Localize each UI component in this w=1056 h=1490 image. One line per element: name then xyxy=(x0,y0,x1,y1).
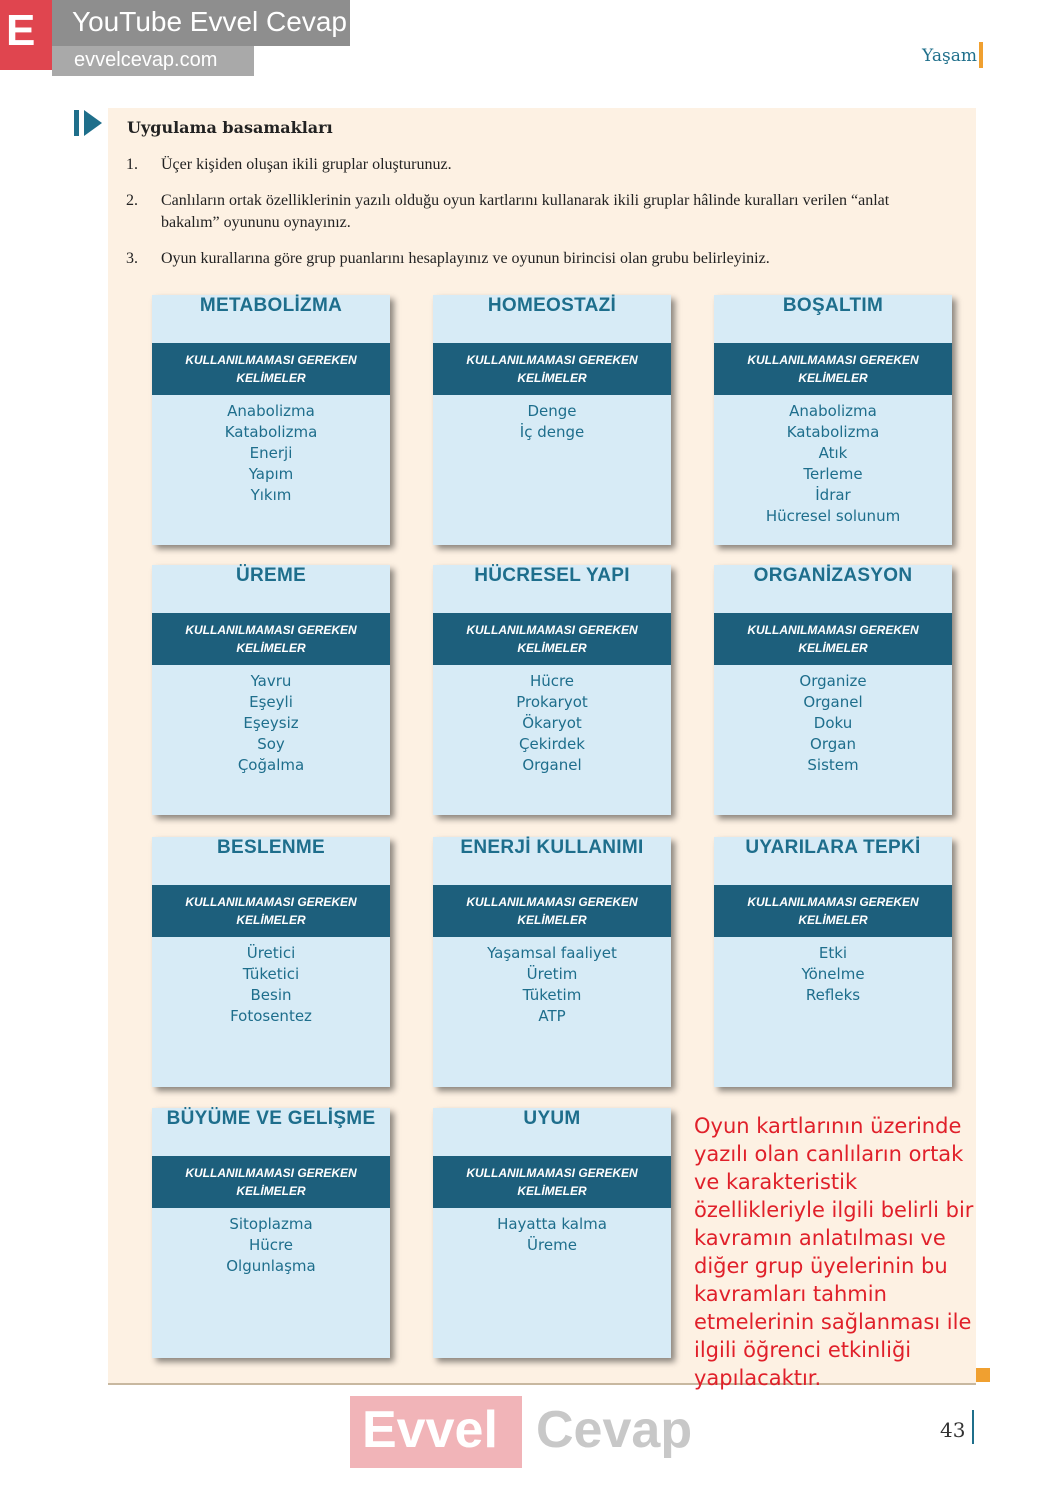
section-divider xyxy=(979,42,983,68)
card-word: Organel xyxy=(803,693,863,711)
brand-title: YouTube Evvel Cevap xyxy=(72,6,347,37)
card-word-list xyxy=(433,671,671,776)
card-title: UYARILARA TEPKİ xyxy=(745,837,921,858)
card-forbidden-band xyxy=(433,885,671,937)
card-word: Yıkım xyxy=(250,486,292,504)
game-card xyxy=(152,837,390,1087)
game-card xyxy=(152,1108,390,1358)
card-word: Hayatta kalma xyxy=(497,1215,607,1233)
game-card xyxy=(152,295,390,545)
card-forbidden-band xyxy=(714,343,952,395)
card-word: Ökaryot xyxy=(522,714,582,732)
card-word: Hücre xyxy=(248,1236,294,1254)
card-word: Tüketim xyxy=(522,986,582,1004)
card-title: METABOLİZMA xyxy=(199,295,343,316)
card-word: Organel xyxy=(522,756,582,774)
card-forbidden-band xyxy=(152,343,390,395)
card-word: Soy xyxy=(257,735,285,753)
card-word: Sitoplazma xyxy=(229,1215,313,1233)
card-word: Doku xyxy=(813,714,853,732)
card-forbidden-band xyxy=(152,885,390,937)
card-word: Yönelme xyxy=(801,965,865,983)
card-word: İdrar xyxy=(815,486,851,504)
card-word: Organ xyxy=(810,735,856,753)
card-forbidden-band xyxy=(152,613,390,665)
section-label: Yaşam xyxy=(922,46,978,66)
card-word-list xyxy=(152,401,390,506)
card-word: Anabolizma xyxy=(789,402,877,420)
card-forbidden-label: KULLANILMAMASI GEREKEN KELİMELER xyxy=(466,353,638,385)
card-word: Denge xyxy=(527,402,577,420)
card-word: Anabolizma xyxy=(227,402,315,420)
game-card xyxy=(433,837,671,1087)
card-forbidden-label: KULLANILMAMASI GEREKEN KELİMELER xyxy=(466,1166,638,1198)
footer-logo-right: Cevap xyxy=(536,1401,693,1459)
card-word: Üretim xyxy=(526,965,578,983)
card-word-list xyxy=(152,943,390,1027)
play-arrow-icon xyxy=(84,110,102,136)
card-forbidden-label: KULLANILMAMASI GEREKEN KELİMELER xyxy=(185,353,357,385)
card-forbidden-label: KULLANILMAMASI GEREKEN KELİMELER xyxy=(466,623,638,655)
card-forbidden-label: KULLANILMAMASI GEREKEN KELİMELER xyxy=(747,353,919,385)
page-number-divider xyxy=(972,1410,974,1444)
game-card xyxy=(433,1108,671,1358)
step-text: Canlıların ortak özelliklerinin yazılı olduğu oyun kartlarını kullanarak ikili gruplar hâlinde kuralları verilen “anlat bakalım” oyununu oynayınız. xyxy=(161,192,890,231)
card-word: Hücre xyxy=(529,672,575,690)
card-word: Üreme xyxy=(527,1236,577,1254)
step-number: 2. xyxy=(126,192,138,209)
step-text: Üçer kişiden oluşan ikili gruplar oluşturunuz. xyxy=(161,156,452,173)
card-word: Organize xyxy=(799,672,867,690)
card-forbidden-label: KULLANILMAMASI GEREKEN KELİMELER xyxy=(185,895,357,927)
card-word: Üretici xyxy=(246,944,296,962)
card-word: Sistem xyxy=(807,756,859,774)
card-forbidden-band xyxy=(433,343,671,395)
page-number: 43 xyxy=(940,1418,966,1442)
game-card xyxy=(433,565,671,815)
step-number: 3. xyxy=(126,250,138,267)
card-word: Tüketici xyxy=(242,965,300,983)
card-forbidden-label: KULLANILMAMASI GEREKEN KELİMELER xyxy=(185,623,357,655)
card-word-list xyxy=(152,1214,390,1277)
card-word-list xyxy=(152,671,390,776)
brand-site: evvelcevap.com xyxy=(74,49,218,71)
card-title: UYUM xyxy=(523,1108,581,1129)
card-forbidden-band xyxy=(433,1156,671,1208)
card-word: Prokaryot xyxy=(516,693,588,711)
card-word-list xyxy=(714,943,952,1006)
teacher-note: Oyun kartlarının üzerinde yazılı olan canlıların ortak ve karakteristik özellikleriyle ilgili belirli bir kavramın anlatılması ve diğer grup üyelerinin bu kavramları tahmin etmelerinin sağlanması ile ilgili öğrenci etkinliği yapılacaktır. xyxy=(694,1114,974,1390)
game-card xyxy=(714,565,952,815)
card-title: BOŞALTIM xyxy=(782,295,884,316)
card-word: Besin xyxy=(250,986,292,1004)
card-forbidden-label: KULLANILMAMASI GEREKEN KELİMELER xyxy=(185,1166,357,1198)
card-word: Katabolizma xyxy=(224,423,318,441)
step-text: Oyun kurallarına göre grup puanlarını hesaplayınız ve oyunun birincisi olan grubu belirleyiniz. xyxy=(161,250,770,267)
game-card xyxy=(152,565,390,815)
footer-logo-left: Evvel xyxy=(362,1401,498,1459)
card-word: Yavru xyxy=(250,672,292,690)
card-title: HÜCRESEL YAPI xyxy=(474,565,630,586)
card-title: HOMEOSTAZİ xyxy=(487,295,617,316)
step-number: 1. xyxy=(126,156,138,173)
card-word: ATP xyxy=(538,1007,566,1025)
card-title: BESLENME xyxy=(217,837,325,858)
card-title: ENERJİ KULLANIMI xyxy=(460,837,644,858)
card-word: Hücresel solunum xyxy=(765,507,901,525)
card-forbidden-band xyxy=(152,1156,390,1208)
game-card xyxy=(714,837,952,1087)
card-word: Atık xyxy=(818,444,848,462)
game-card xyxy=(433,295,671,545)
steps-title: Uygulama basamakları xyxy=(127,118,333,137)
game-card xyxy=(714,295,952,545)
card-word: Olgunlaşma xyxy=(226,1257,316,1275)
card-word: Çekirdek xyxy=(519,735,585,753)
card-word: Fotosentez xyxy=(230,1007,312,1025)
card-word-list xyxy=(714,401,952,527)
card-word: Eşeyli xyxy=(249,693,293,711)
card-word-list xyxy=(433,1214,671,1256)
card-forbidden-label: KULLANILMAMASI GEREKEN KELİMELER xyxy=(466,895,638,927)
card-forbidden-band xyxy=(433,613,671,665)
card-forbidden-band xyxy=(714,885,952,937)
card-word: Çoğalma xyxy=(237,756,305,774)
card-word: Katabolizma xyxy=(786,423,880,441)
card-word-list xyxy=(714,671,952,776)
card-forbidden-label: KULLANILMAMASI GEREKEN KELİMELER xyxy=(747,895,919,927)
brand-letter: E xyxy=(6,6,36,55)
card-forbidden-label: KULLANILMAMASI GEREKEN KELİMELER xyxy=(747,623,919,655)
card-word-list xyxy=(433,943,671,1027)
card-word: İç denge xyxy=(519,423,585,441)
card-word: Enerji xyxy=(249,444,293,462)
card-word: Refleks xyxy=(805,986,861,1004)
card-word-list xyxy=(433,401,671,443)
card-word: Terleme xyxy=(803,465,863,483)
card-word: Yapım xyxy=(248,465,294,483)
card-word: Etki xyxy=(818,944,848,962)
play-marker-bar xyxy=(74,110,79,136)
card-word: Yaşamsal faaliyet xyxy=(487,944,617,962)
card-title: ÜREME xyxy=(235,565,307,586)
card-forbidden-band xyxy=(714,613,952,665)
card-title: BÜYÜME VE GELİŞME xyxy=(166,1108,376,1129)
card-word: Eşeysiz xyxy=(243,714,299,732)
card-title: ORGANİZASYON xyxy=(753,565,913,586)
